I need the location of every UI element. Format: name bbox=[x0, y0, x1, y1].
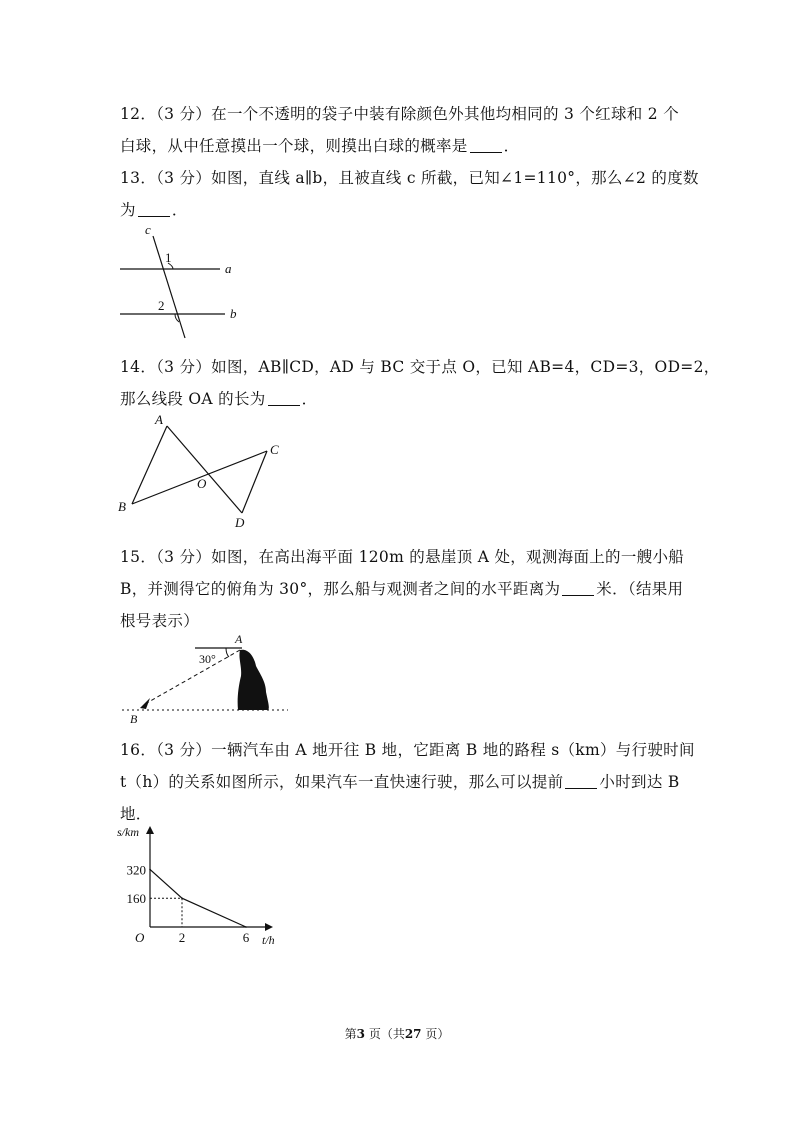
x-axis-label: t/h bbox=[262, 933, 275, 947]
q12-line-2 bbox=[120, 134, 519, 156]
q12-end: ． bbox=[503, 137, 520, 155]
series-line bbox=[150, 869, 246, 927]
boat-icon bbox=[140, 698, 150, 709]
data-point-0 bbox=[149, 869, 151, 871]
label-1: 1 bbox=[165, 250, 172, 265]
x-tick-2: 2 bbox=[178, 930, 186, 945]
q14-line-2 bbox=[120, 387, 317, 409]
label-B: B bbox=[118, 499, 126, 514]
segment-ad bbox=[167, 426, 242, 513]
q14-end: ． bbox=[301, 390, 318, 408]
q13-line-1: 13．（3 分）如图，直线 a∥b，且被直线 c 所截，已知∠1=110°，那么∠2 的度数 bbox=[120, 169, 699, 187]
angle-label: 30° bbox=[199, 652, 216, 666]
q14-answer-blank bbox=[268, 391, 300, 406]
footer-page-number: 3 bbox=[356, 1027, 365, 1041]
q15-line-3: 根号表示） bbox=[120, 612, 200, 630]
label-b: b bbox=[230, 306, 237, 321]
q15-line-1: 15．（3 分）如图，在高出海平面 120m 的悬崖顶 A 处，观测海面上的一艘小船 bbox=[120, 548, 685, 566]
q15-text: B，并测得它的俯角为 30°，那么船与观测者之间的水平距离为 bbox=[120, 580, 561, 598]
label-a: a bbox=[225, 261, 232, 276]
data-point-1 bbox=[181, 897, 183, 899]
q12-text: 白球，从中任意摸出一个球，则摸出白球的概率是 bbox=[120, 137, 468, 155]
q16-text: t（h）的关系如图所示，如果汽车一直快速行驶，那么可以提前 bbox=[120, 773, 564, 791]
label-D: D bbox=[235, 515, 245, 530]
label-2: 2 bbox=[158, 298, 165, 313]
q15-text-end: 米．（结果用 bbox=[596, 580, 684, 598]
q14-line-1: 14．（3 分）如图，AB∥CD，AD 与 BC 交于点 O，已知 AB=4，CD=3，OD=2， bbox=[120, 358, 720, 376]
q16-answer-blank bbox=[565, 774, 597, 789]
q12-answer-blank bbox=[470, 138, 502, 153]
segment-cd bbox=[242, 451, 267, 513]
footer-total-pages: 27 bbox=[404, 1027, 422, 1041]
q13-answer-blank bbox=[138, 202, 170, 217]
angle-arc bbox=[226, 648, 229, 657]
origin-label: O bbox=[135, 930, 145, 945]
q13-line-2 bbox=[120, 198, 188, 220]
q16-line-3: 地． bbox=[120, 805, 152, 823]
label-A: A bbox=[155, 412, 163, 427]
q16-distance-time-chart bbox=[115, 822, 290, 950]
q16-line-2 bbox=[120, 770, 680, 792]
label-c: c bbox=[145, 222, 151, 237]
label-O: O bbox=[197, 476, 207, 491]
footer-post: 页） bbox=[421, 1027, 450, 1041]
page-footer bbox=[0, 1025, 794, 1042]
y-tick-320: 320 bbox=[126, 862, 146, 878]
q15-line-2 bbox=[120, 577, 683, 599]
label-C: C bbox=[270, 442, 279, 457]
x-axis-arrow bbox=[265, 923, 273, 931]
x-tick-6: 6 bbox=[242, 930, 250, 945]
q12-line-1: 12．（3 分）在一个不透明的袋子中装有除颜色外其他均相同的 3 个红球和 2 个 bbox=[120, 105, 679, 123]
cliff-shape bbox=[238, 650, 269, 710]
q13-figure bbox=[115, 224, 255, 342]
footer-mid: 页（共 bbox=[365, 1027, 405, 1041]
y-axis-arrow bbox=[146, 826, 154, 834]
label-A: A bbox=[235, 632, 243, 646]
y-tick-160: 160 bbox=[126, 891, 146, 907]
q13-text: 为 bbox=[120, 201, 136, 219]
q13-end: ． bbox=[171, 201, 188, 219]
q15-figure bbox=[120, 630, 295, 725]
sight-line bbox=[145, 650, 240, 704]
footer-pre: 第 bbox=[344, 1027, 357, 1041]
data-point-2 bbox=[245, 926, 247, 928]
label-B: B bbox=[130, 712, 138, 726]
y-axis-label: s/km bbox=[117, 825, 139, 839]
q15-answer-blank bbox=[562, 581, 594, 596]
q16-line-1: 16．（3 分）一辆汽车由 A 地开往 B 地，它距离 B 地的路程 s（km）与行驶时间 bbox=[120, 741, 695, 759]
q16-text-end: 小时到达 B bbox=[599, 773, 680, 791]
q14-text: 那么线段 OA 的长为 bbox=[120, 390, 266, 408]
q14-figure bbox=[115, 410, 295, 530]
